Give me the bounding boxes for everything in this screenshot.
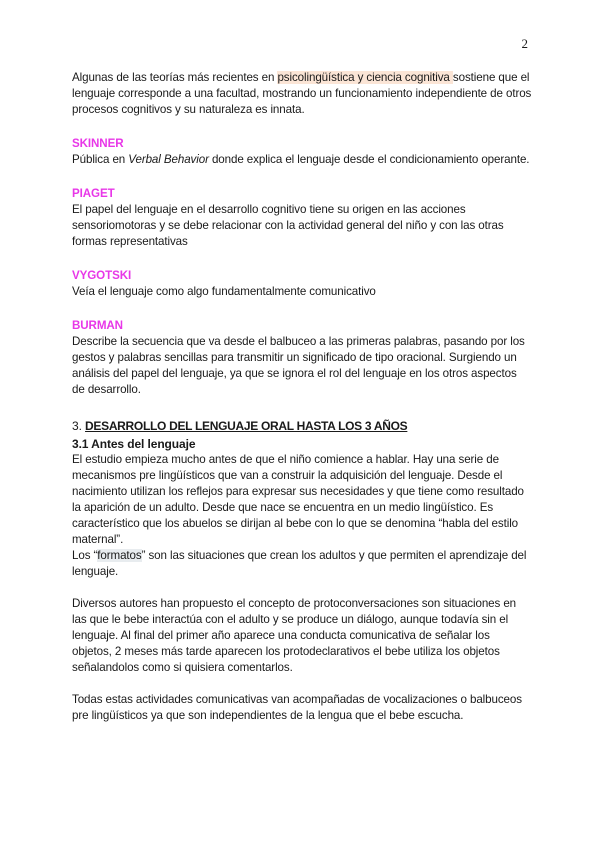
section-paragraph-3: Diversos autores han propuesto el concepto de protoconversaciones son situaciones en las que le bebe interactúa con el adulto y se produce un diálogo, aunque todavía sin el lenguaje. Al final del primer año aparece una conducta comunicativa de señalar los objetos, 2 meses más tarde aparecen los protodeclarativos el bebe utiliza los objetos señalandolos como si quisiera comentarlos. xyxy=(72,597,517,674)
skinner-paragraph xyxy=(72,152,532,168)
intro-paragraph xyxy=(72,70,532,118)
author-heading-vygotski: VYGOTSKI xyxy=(72,269,132,282)
section-title: DESARROLLO DEL LENGUAJE ORAL HASTA LOS 3 AÑOS xyxy=(85,419,408,433)
vygotski-paragraph: Veía el lenguaje como algo fundamentalmente comunicativo xyxy=(72,285,376,298)
subsection-heading: 3.1 Antes del lenguaje xyxy=(72,437,196,451)
p2-text-end: ” son las situaciones que crean los adultos y que permiten el aprendizaje del lenguaje. xyxy=(72,549,527,578)
highlighted-text: psicolingüística y ciencia cognitiva xyxy=(277,71,453,84)
section-heading xyxy=(72,418,532,434)
skinner-text-end: donde explica el lenguaje desde el condicionamiento operante. xyxy=(208,153,530,166)
burman-paragraph: Describe la secuencia que va desde el balbuceo a las primeras palabras, pasando por los gestos y palabras sencillas para transmitir un significado de tipo oracional. Surgiendo un análisis del papel del lenguaje, ya que se ignora el rol del lenguaje en los otros aspectos de desarrollo. xyxy=(72,335,525,396)
book-title: Verbal Behavior xyxy=(128,153,209,166)
page-number: 2 xyxy=(521,36,528,51)
section-number: 3. xyxy=(72,419,86,433)
skinner-text-start: Pública en xyxy=(72,153,129,166)
p2-text-start: Los “ xyxy=(72,549,98,562)
section-paragraph-1: El estudio empieza mucho antes de que el niño comience a hablar. Hay una serie de mecanismos pre lingüísticos que van a construir la adquisición del lenguaje. Desde el nacimiento utilizan los reflejos para expresar sus necesidades y que tiene como resultado la aparición de un adulto. Desde que nace se encuentra en un medio lingüístico. Es característico que los abuelos se dirijan al bebe con lo que se denomina “habla del estilo maternal”. xyxy=(72,453,524,546)
document-body xyxy=(72,70,532,724)
section-paragraph-4: Todas estas actividades comunicativas van acompañadas de vocalizaciones o balbuceos pre lingüísticos ya que son independientes de la lengua que el bebe escucha. xyxy=(72,693,522,722)
intro-text-start: Algunas de las teorías más recientes en xyxy=(72,71,278,84)
highlighted-term: formatos xyxy=(97,549,142,562)
author-heading-burman: BURMAN xyxy=(72,319,123,332)
piaget-paragraph: El papel del lenguaje en el desarrollo cognitivo tiene su origen en las acciones sensoriomotoras y se debe relacionar con la actividad general del niño y con las otras formas representativas xyxy=(72,203,504,248)
section-paragraph-2 xyxy=(72,548,532,580)
intro-text-end: sostiene que el lenguaje corresponde a una facultad, mostrando un funcionamiento independiente de otros procesos cognitivos y su naturaleza es innata. xyxy=(72,71,532,116)
author-heading-skinner: SKINNER xyxy=(72,137,124,150)
author-heading-piaget: PIAGET xyxy=(72,187,115,200)
